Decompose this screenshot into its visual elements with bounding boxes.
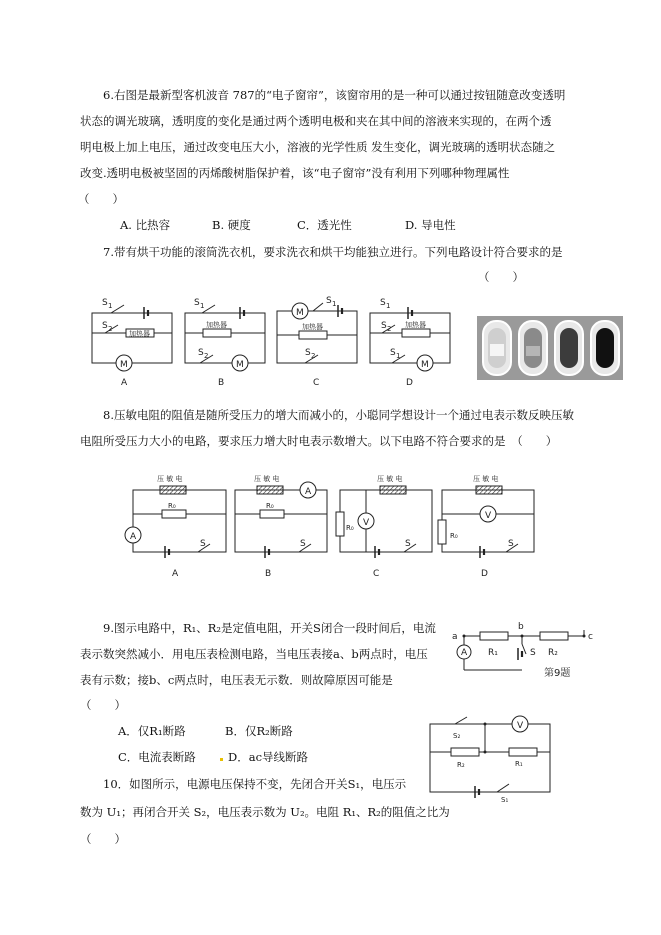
q9-fig-ammeter-label: A (461, 648, 468, 658)
q10-line-2: 数为 U₁；再闭合开关 S₂，电压表示数为 U₂。电阻 R₁、R₂的阻值之比为 (80, 805, 450, 819)
question-9 (80, 615, 450, 693)
q6-answer-paren: （ ） (78, 192, 124, 206)
q7-d-s2-label: S (381, 321, 387, 331)
q6-option-c[interactable]: C．透光性 (297, 218, 352, 232)
q9-circuit-figure (452, 610, 602, 680)
q7-c-s2-label: S (305, 348, 311, 358)
q10-answer-paren: （ ） (80, 832, 126, 846)
q9-answer-paren: （ ） (80, 698, 126, 712)
q8-a-press-label: 压 敏 电 (157, 475, 183, 483)
q7-a-s1-sub: 1 (108, 302, 113, 310)
q7-label-a: A (121, 378, 128, 388)
q8-line-2: 电阻所受压力大小的电路，要求压力增大时电表示数增大。以下电路不符合要求的是 （ ） (80, 434, 558, 448)
q10-fig-r1-label: R₁ (515, 760, 523, 768)
q9-fig-c-label: c (588, 632, 593, 642)
q9-line-2: 表示数突然减小．用电压表检测电路，当电压表接a、b两点时，电压 (80, 647, 428, 661)
q6-option-a[interactable]: A. 比热容 (120, 218, 171, 232)
q7-answer-paren: （ ） (478, 270, 524, 284)
q10-fig-s1-label: S₁ (501, 796, 509, 804)
q9-fig-b-label: b (518, 622, 524, 632)
q7-a-s2-label: S (102, 321, 108, 331)
q7-d-s2-sub: 2 (387, 325, 392, 333)
q7-b-s2-sub: 2 (204, 352, 209, 360)
q7-d-s1b-sub: 1 (396, 352, 401, 360)
q8-circuit-b (235, 482, 327, 558)
q9-option-d[interactable]: D．ac导线断路 (228, 750, 309, 764)
q8-circuit-d (438, 486, 534, 558)
window-dark (591, 321, 619, 375)
window-clear (483, 321, 511, 375)
q6-option-d[interactable]: D. 导电性 (405, 218, 456, 232)
q8-d-r0-label: R₀ (450, 532, 458, 540)
q7-d-heater-label: 加热器 (405, 321, 426, 329)
q9-fig-s-label: S (530, 648, 536, 658)
q8-circuit-c (336, 486, 432, 558)
q7-a-motor-label: M (120, 360, 128, 370)
q10-circuit-figure (425, 710, 565, 804)
q10-fig-r2-label: R₂ (457, 761, 465, 769)
q7-d-s1-sub: 1 (386, 302, 391, 310)
q8-c-press-label: 压 敏 电 (377, 475, 403, 483)
q8-label-c: C (373, 569, 380, 579)
q8-c-r0-label: R₀ (346, 524, 354, 532)
q8-a-ammeter-label: A (130, 532, 137, 542)
q8-label-a: A (172, 569, 179, 579)
q8-circuit-a (125, 486, 226, 558)
q7-window-photo (477, 316, 623, 380)
q7-d-s1b-label: S (390, 348, 396, 358)
q6-option-b[interactable]: B. 硬度 (212, 218, 251, 232)
q9-option-c[interactable]: C．电流表断路 (118, 750, 196, 764)
q6-line-2: 状态的调光玻璃，透明度的变化是通过两个透明电极和夹在其中间的溶液来实现的，在两个透 (80, 114, 552, 128)
q7-label-b: B (218, 378, 225, 388)
q7-c-heater-label: 加热器 (302, 323, 323, 331)
q8-label-b: B (265, 569, 272, 579)
q8-line-1: 8.压敏电阻的阻值是随所受压力的增大而减小的，小聪同学想设计一个通过电表示数反映压敏 (103, 408, 574, 422)
q8-b-press-label: 压 敏 电 (254, 475, 280, 483)
q8-d-press-label: 压 敏 电 (473, 475, 499, 483)
q7-circuit-b (185, 305, 265, 371)
q9-option-a[interactable]: A．仅R₁断路 (118, 724, 186, 738)
q7-c-s2-sub: 2 (311, 352, 316, 360)
q8-b-r0-label: R₀ (266, 502, 274, 510)
q8-b-ammeter-label: A (305, 487, 312, 497)
q7-b-heater-label: 加热器 (206, 321, 227, 329)
q7-b-s1-label: S (194, 298, 200, 308)
q7-a-s2-sub: 2 (108, 325, 113, 333)
q7-b-s2-label: S (198, 348, 204, 358)
q7-c-s1-sub: 1 (332, 300, 337, 308)
q8-c-voltmeter-label: V (363, 518, 370, 528)
q8-a-switch-label: S (200, 539, 206, 549)
window-dim (555, 321, 583, 375)
q8-a-r0-label: R₀ (168, 502, 176, 510)
q8-c-switch-label: S (405, 539, 411, 549)
window-light (519, 321, 547, 375)
q7-label-d: D (406, 378, 413, 388)
q10-line-1: 10．如图所示，电源电压保持不变，先闭合开关S₁，电压示 (103, 777, 407, 791)
q9-line-3: 表有示数；接b、c两点时，电压表无示数．则故障原因可能是 (80, 673, 393, 687)
q6-line-4: 改变.透明电极被坚固的丙烯酸树脂保护着，该“电子窗帘”没有利用下列哪种物理属性 (80, 166, 510, 180)
q8-b-switch-label: S (300, 539, 306, 549)
q7-circuit-a (92, 305, 172, 371)
q10-fig-s2-label: S₂ (453, 732, 461, 740)
question-6 (80, 82, 590, 186)
q9-line-1: 9.图示电路中，R₁、R₂是定值电阻，开关S闭合一段时间后，电流 (103, 621, 436, 635)
q7-c-s1-label: S (326, 296, 332, 306)
q7-d-motor-label: M (421, 360, 429, 370)
q7-label-c: C (313, 378, 320, 388)
q9-fig-r1-label: R₁ (488, 648, 498, 658)
q7-b-s1-sub: 1 (200, 302, 205, 310)
q9-fig-a-label: a (452, 632, 458, 642)
q7-circuit-d (370, 307, 450, 371)
q7-c-motor-label: M (296, 308, 304, 318)
q6-line-3: 明电极上加上电压，通过改变电压大小，溶液的光学性质 发生变化，调光玻璃的透明状态随之 (80, 140, 556, 154)
q7-d-s1-label: S (380, 298, 386, 308)
q9-fig-r2-label: R₂ (548, 648, 558, 658)
yellow-mark (220, 758, 223, 761)
q7-a-s1-label: S (102, 298, 108, 308)
q8-circuit-diagrams (0, 468, 661, 588)
q7-a-heater-label: 加热器 (129, 330, 150, 338)
q10-fig-v-label: V (517, 721, 524, 731)
q6-line-1: 6.右图是最新型客机波音 787的“电子窗帘”，该窗帘用的是一种可以通过按钮随意改变透明 (103, 88, 566, 102)
q8-d-voltmeter-label: V (485, 511, 492, 521)
q7-b-motor-label: M (236, 360, 244, 370)
q7-circuit-c (277, 303, 357, 363)
q9-fig-caption: 第9题 (544, 668, 571, 679)
q8-label-d: D (481, 569, 488, 579)
q8-d-switch-label: S (508, 539, 514, 549)
q9-option-b[interactable]: B．仅R₂断路 (225, 724, 293, 738)
q7-stem: 7.带有烘干功能的滚筒洗衣机，要求洗衣和烘干均能独立进行。下列电路设计符合要求的是 (103, 245, 563, 259)
